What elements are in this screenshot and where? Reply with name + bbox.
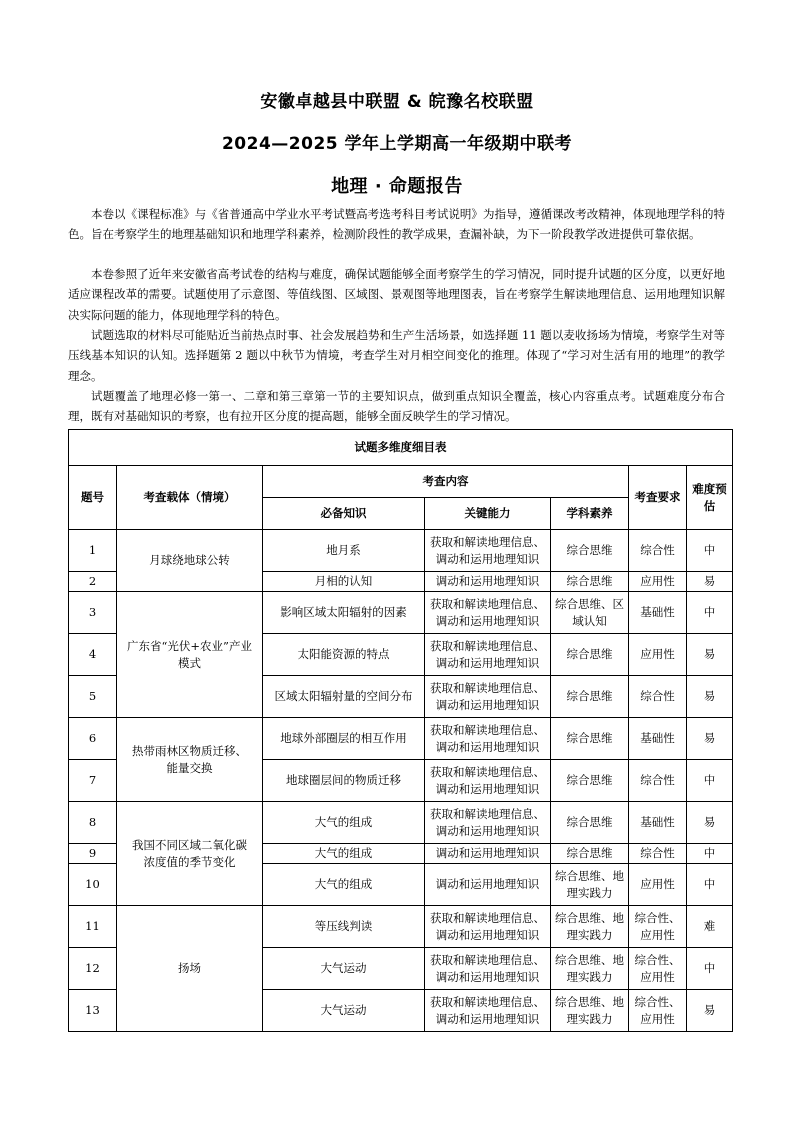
header-literacy: 学科素养 — [551, 498, 629, 530]
cell-knowledge: 太阳能资源的特点 — [263, 634, 425, 676]
cell-requirement: 基础性 — [629, 802, 687, 844]
cell-num: 12 — [69, 948, 117, 990]
cell-ability: 获取和解读地理信息、调动和运用地理知识 — [425, 906, 551, 948]
cell-requirement: 综合性、应用性 — [629, 948, 687, 990]
cell-requirement: 应用性 — [629, 864, 687, 906]
cell-difficulty: 易 — [687, 718, 733, 760]
cell-difficulty: 易 — [687, 572, 733, 592]
cell-requirement: 综合性、应用性 — [629, 906, 687, 948]
cell-knowledge: 地球圈层间的物质迁移 — [263, 760, 425, 802]
table-row — [69, 906, 733, 948]
cell-knowledge: 大气的组成 — [263, 864, 425, 906]
cell-difficulty: 中 — [687, 760, 733, 802]
cell-knowledge: 地球外部圈层的相互作用 — [263, 718, 425, 760]
report-title-line3: 地理 · 命题报告 — [331, 176, 463, 197]
cell-ability: 调动和运用地理知识 — [425, 844, 551, 864]
cell-knowledge: 影响区域太阳辐射的因素 — [263, 592, 425, 634]
cell-literacy: 综合思维、地理实践力 — [551, 948, 629, 990]
cell-requirement: 基础性 — [629, 592, 687, 634]
cell-literacy: 综合思维 — [551, 572, 629, 592]
cell-knowledge: 月相的认知 — [263, 572, 425, 592]
cell-ability: 获取和解读地理信息、调动和运用地理知识 — [425, 990, 551, 1032]
cell-literacy: 综合思维 — [551, 760, 629, 802]
cell-ability: 获取和解读地理信息、调动和运用地理知识 — [425, 676, 551, 718]
cell-num: 7 — [69, 760, 117, 802]
report-title-line2: 2024—2025 学年上学期高一年级期中联考 — [221, 134, 573, 154]
header-requirement: 考查要求 — [629, 466, 687, 530]
cell-ability: 获取和解读地理信息、调动和运用地理知识 — [425, 592, 551, 634]
cell-ability: 调动和运用地理知识 — [425, 864, 551, 906]
report-title-line1: 安徽卓越县中联盟 & 皖豫名校联盟 — [260, 92, 534, 112]
table-row — [69, 592, 733, 634]
cell-num: 10 — [69, 864, 117, 906]
cell-ability: 获取和解读地理信息、调动和运用地理知识 — [425, 802, 551, 844]
cell-knowledge: 区域太阳辐射量的空间分布 — [263, 676, 425, 718]
cell-literacy: 综合思维 — [551, 530, 629, 572]
cell-difficulty: 易 — [687, 634, 733, 676]
spec-table — [68, 429, 733, 1032]
cell-difficulty: 中 — [687, 948, 733, 990]
cell-num: 9 — [69, 844, 117, 864]
cell-num: 4 — [69, 634, 117, 676]
cell-ability: 获取和解读地理信息、调动和运用地理知识 — [425, 760, 551, 802]
cell-knowledge: 等压线判读 — [263, 906, 425, 948]
cell-context: 广东省“光伏+农业”产业模式 — [117, 592, 263, 718]
cell-requirement: 基础性 — [629, 718, 687, 760]
header-knowledge: 必备知识 — [263, 498, 425, 530]
cell-requirement: 应用性 — [629, 634, 687, 676]
paragraph-1: 本卷以《课程标准》与《省普通高中学业水平考试暨高考选考科目考试说明》为指导，遵循课改考改精神，体现地理学科的特色。旨在考察学生的地理基础知识和地理学科素养，检测阶段性的教学成果，查漏补缺，为下一阶段教学改进提供可靠依据。 — [68, 207, 725, 242]
cell-requirement: 综合性 — [629, 676, 687, 718]
cell-literacy: 综合思维、区域认知 — [551, 592, 629, 634]
cell-knowledge: 大气运动 — [263, 990, 425, 1032]
header-context: 考查载体（情境） — [117, 466, 263, 530]
cell-ability: 获取和解读地理信息、调动和运用地理知识 — [425, 634, 551, 676]
cell-num: 8 — [69, 802, 117, 844]
cell-ability: 获取和解读地理信息、调动和运用地理知识 — [425, 530, 551, 572]
cell-difficulty: 中 — [687, 864, 733, 906]
cell-literacy: 综合思维、地理实践力 — [551, 864, 629, 906]
cell-requirement: 应用性 — [629, 572, 687, 592]
cell-literacy: 综合思维、地理实践力 — [551, 906, 629, 948]
cell-difficulty: 中 — [687, 530, 733, 572]
table-caption: 试题多维度细目表 — [69, 430, 733, 466]
header-num: 题号 — [69, 466, 117, 530]
cell-context: 热带雨林区物质迁移、能量交换 — [117, 718, 263, 802]
cell-num: 11 — [69, 906, 117, 948]
cell-difficulty: 中 — [687, 844, 733, 864]
table-row — [69, 718, 733, 760]
cell-requirement: 综合性 — [629, 530, 687, 572]
header-ability: 关键能力 — [425, 498, 551, 530]
cell-ability: 获取和解读地理信息、调动和运用地理知识 — [425, 948, 551, 990]
cell-literacy: 综合思维、地理实践力 — [551, 990, 629, 1032]
header-content: 考查内容 — [263, 466, 629, 498]
cell-difficulty: 易 — [687, 990, 733, 1032]
cell-num: 3 — [69, 592, 117, 634]
paragraph-3: 试题选取的材料尽可能贴近当前热点时事、社会发展趋势和生产生活场景，如选择题 11 题以麦收扬场为情境，考察学生对等压线基本知识的认知。选择题第 2 题以中秋节为情境，考查学生对月相空间变化的推理。体现了“学习对生活有用的地理”的教学理念。 — [68, 328, 725, 383]
cell-context: 扬场 — [117, 906, 263, 1032]
paragraph-2: 本卷参照了近年来安徽省高考试卷的结构与难度，确保试题能够全面考察学生的学习情况，同时提升试题的区分度，以更好地适应课程改革的需要。试题使用了示意图、等值线图、区域图、景观图等地理图表，旨在考察学生解读地理信息、运用地理知识解决实际问题的能力，体现地理学科的特色。 — [68, 267, 725, 322]
cell-requirement: 综合性 — [629, 760, 687, 802]
cell-ability: 获取和解读地理信息、调动和运用地理知识 — [425, 718, 551, 760]
table-row — [69, 802, 733, 844]
cell-context: 我国不同区域二氧化碳浓度值的季节变化 — [117, 802, 263, 906]
cell-difficulty: 易 — [687, 802, 733, 844]
cell-difficulty: 中 — [687, 592, 733, 634]
cell-literacy: 综合思维 — [551, 634, 629, 676]
cell-difficulty: 易 — [687, 676, 733, 718]
cell-num: 2 — [69, 572, 117, 592]
cell-knowledge: 大气的组成 — [263, 802, 425, 844]
cell-literacy: 综合思维 — [551, 844, 629, 864]
cell-requirement: 综合性、应用性 — [629, 990, 687, 1032]
cell-num: 1 — [69, 530, 117, 572]
cell-num: 5 — [69, 676, 117, 718]
cell-knowledge: 大气运动 — [263, 948, 425, 990]
table-row — [69, 530, 733, 572]
cell-difficulty: 难 — [687, 906, 733, 948]
cell-num: 6 — [69, 718, 117, 760]
cell-requirement: 综合性 — [629, 844, 687, 864]
cell-literacy: 综合思维 — [551, 676, 629, 718]
paragraph-4: 试题覆盖了地理必修一第一、二章和第三章第一节的主要知识点，做到重点知识全覆盖，核心内容重点考。试题难度分布合理，既有对基础知识的考察，也有拉开区分度的提高题，能够全面反映学生的学习情况。 — [68, 389, 725, 424]
cell-knowledge: 大气的组成 — [263, 844, 425, 864]
header-difficulty: 难度预估 — [687, 466, 733, 530]
cell-num: 13 — [69, 990, 117, 1032]
cell-knowledge: 地月系 — [263, 530, 425, 572]
cell-context: 月球绕地球公转 — [117, 530, 263, 592]
cell-ability: 调动和运用地理知识 — [425, 572, 551, 592]
cell-literacy: 综合思维 — [551, 802, 629, 844]
cell-literacy: 综合思维 — [551, 718, 629, 760]
